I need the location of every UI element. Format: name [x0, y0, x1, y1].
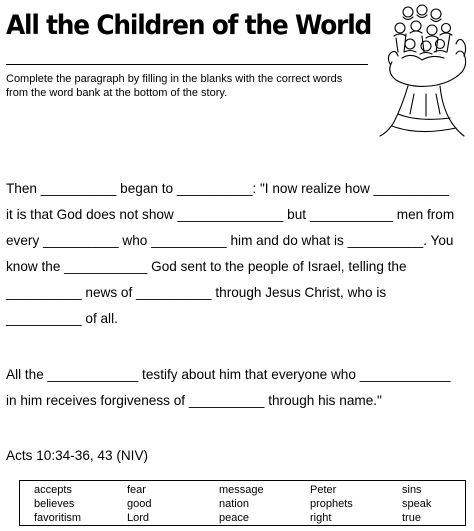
story-line: it is that God does not show ______________ but ___________ men from	[6, 207, 455, 222]
story-line: in him receives forgiveness of __________ through his name."	[6, 393, 382, 408]
word-bank-column	[34, 483, 81, 525]
word-bank-word: prophets	[310, 498, 353, 510]
word-bank-word: speak	[402, 498, 432, 510]
word-bank-word: fear	[127, 484, 146, 496]
word-bank-word: peace	[219, 512, 249, 524]
instructions-line: from the word bank at the bottom of the story.	[6, 87, 228, 99]
word-bank-column	[402, 483, 431, 525]
instructions	[6, 72, 374, 100]
story-paragraph-2	[6, 362, 468, 414]
word-bank-word: good	[127, 498, 152, 510]
story-line: know the ___________ God sent to the people of Israel, telling the	[6, 259, 407, 274]
word-bank-column	[127, 483, 151, 525]
story-line: every __________ who __________ him and do what is __________. You	[6, 233, 454, 248]
story-paragraph-1	[6, 176, 468, 332]
story-line: All the ____________ testify about him that everyone who ____________	[6, 367, 451, 382]
word-bank-word: Lord	[127, 512, 150, 524]
story-line: Then __________ began to __________: "I now realize how __________	[6, 181, 450, 196]
word-bank-word: message	[219, 484, 264, 496]
word-bank-word: Peter	[310, 484, 337, 496]
instructions-line: Complete the paragraph by filling in the blanks with the correct words	[6, 73, 343, 85]
word-bank-word: true	[402, 512, 421, 524]
story-line: __________ of all.	[6, 311, 118, 326]
story-line: __________ news of __________ through Jesus Christ, who is	[6, 285, 387, 300]
word-bank-word: sins	[402, 484, 422, 496]
title-underline	[6, 64, 368, 65]
word-bank-column	[310, 483, 353, 525]
word-bank-word: believes	[34, 498, 75, 510]
word-bank-word: favoritism	[34, 512, 82, 524]
word-bank-word: right	[310, 512, 332, 524]
word-bank-word: nation	[219, 498, 249, 510]
word-bank	[19, 480, 466, 526]
word-bank-word: accepts	[34, 484, 72, 496]
page-title: All the Children of the World	[6, 10, 372, 41]
hand-holding-children-illustration	[378, 2, 472, 138]
word-bank-column	[219, 483, 264, 525]
scripture-citation: Acts 10:34-36, 43 (NIV)	[6, 448, 149, 463]
